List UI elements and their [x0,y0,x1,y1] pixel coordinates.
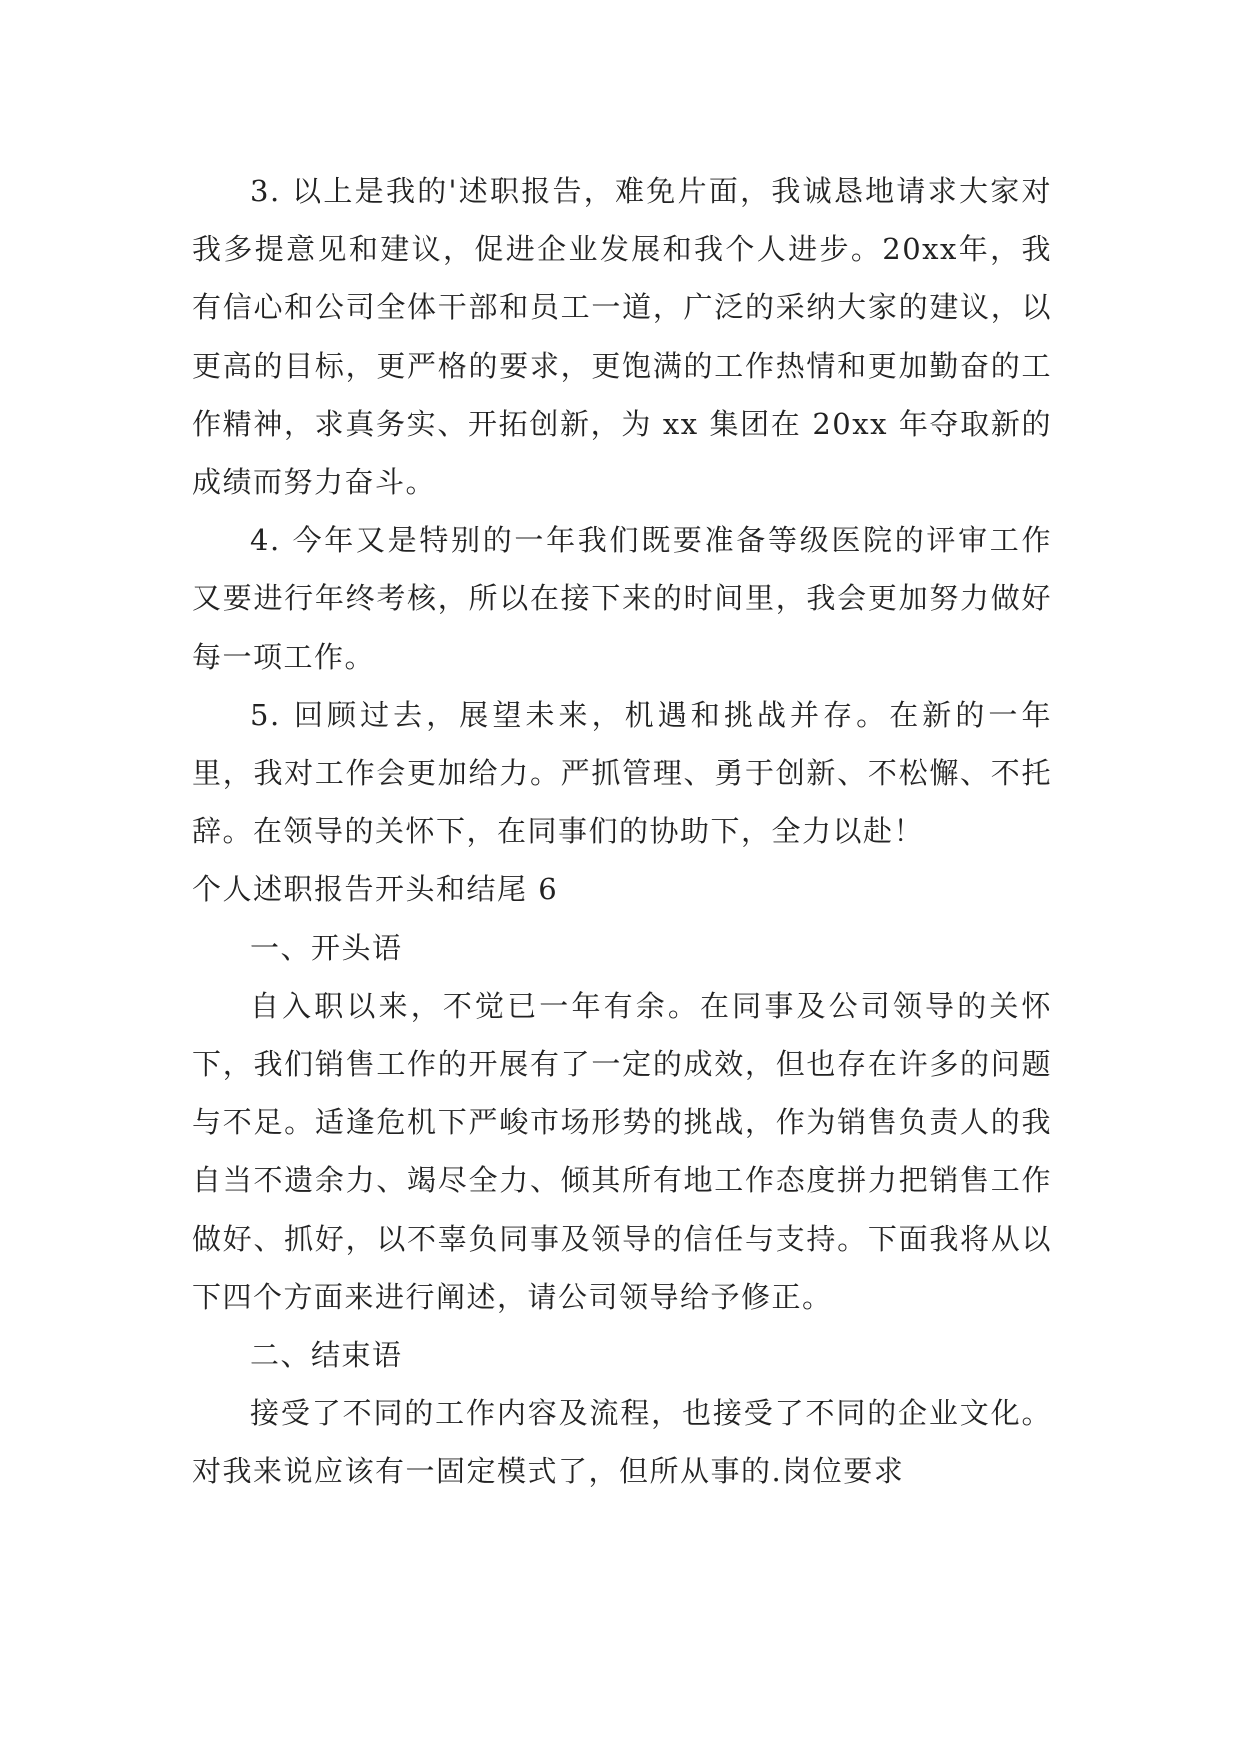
paragraph-4: 4. 今年又是特别的一年我们既要准备等级医院的评审工作又要进行年终考核，所以在接下来的时间里，我会更加努力做好每一项工作。 [192,523,1052,674]
paragraph-5: 5. 回顾过去，展望未来，机遇和挑战并存。在新的一年里，我对工作会更加给力。严抓管理、勇于创新、不松懈、不托辞。在领导的关怀下，在同事们的协助下，全力以赴！ [192,697,1052,849]
closing-paragraph: 接受了不同的工作内容及流程，也接受了不同的企业文化。对我来说应该有一固定模式了，但所从事的.岗位要求 [192,1396,1052,1489]
closing-heading: 二、结束语 [250,1338,403,1373]
section-title: 个人述职报告开头和结尾 6 [192,872,559,907]
opening-paragraph: 自入职以来，不觉已一年有余。在同事及公司领导的关怀下，我们销售工作的开展有了一定的成效，但也存在许多的问题与不足。适逢危机下严峻市场形势的挑战，作为销售负责人的我自当不遗余力、竭尽全力、倾其所有地工作态度拼力把销售工作做好、抓好，以不辜负同事及领导的信任与支持。下面我将从以下四个方面来进行阐述，请公司领导给予修正。 [192,988,1052,1314]
document-body [192,162,1052,1501]
opening-heading: 一、开头语 [250,930,403,965]
paragraph-3: 3. 以上是我的'述职报告，难免片面，我诚恳地请求大家对我多提意见和建议，促进企业发展和我个人进步。20xx年，我有信心和公司全体干部和员工一道，广泛的采纳大家的建议，以更高的目标，更严格的要求，更饱满的工作热情和更加勤奋的工作精神，求真务实、开拓创新，为 xx 集团在 20xx 年夺取新的成绩而努力奋斗。 [192,174,1052,500]
